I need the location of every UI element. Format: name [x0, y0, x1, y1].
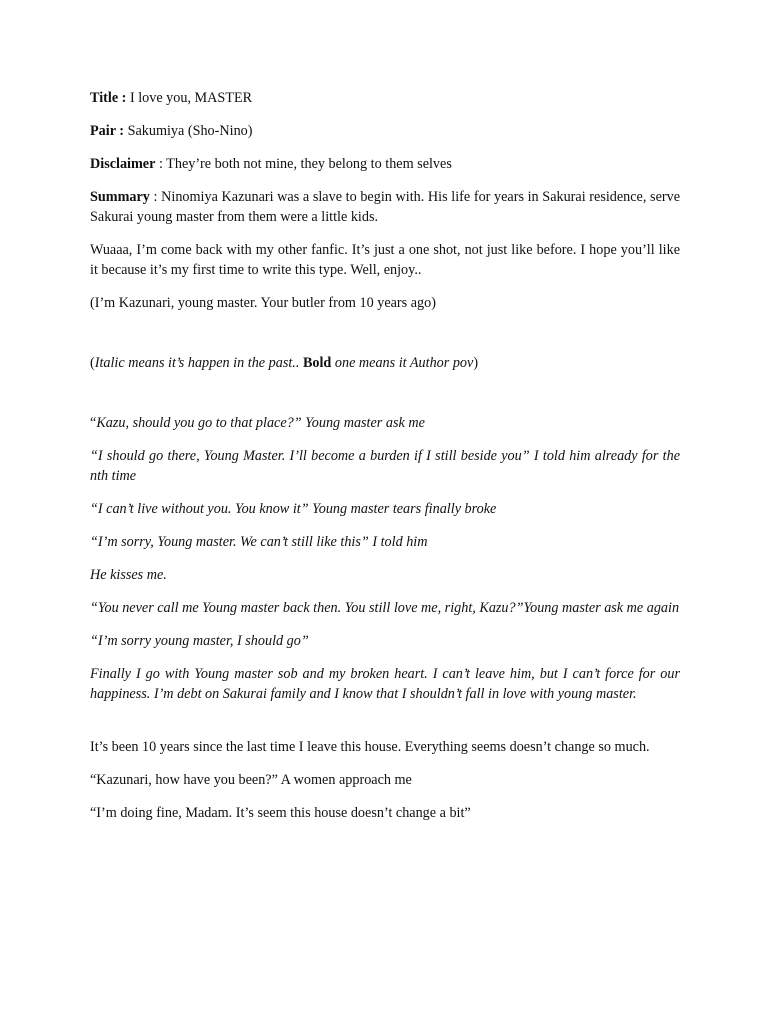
spacer [90, 326, 680, 353]
legend-italic-text: Italic means it’s happen in the past.. [94, 355, 300, 371]
pair-value: Sakumiya (Sho-Nino) [124, 123, 253, 139]
story-paragraph-3: “I’m doing fine, Madam. It’s seem this house doesn’t change a bit” [90, 805, 471, 821]
flashback-paragraph-5: He kisses me. [90, 567, 167, 583]
flashback-paragraph-2: “I should go there, Young Master. I’ll become a burden if I still beside you” I told him already for the nth time [90, 448, 680, 484]
title-line [90, 88, 680, 108]
title-value: I love you, MASTER [126, 90, 253, 106]
format-legend [90, 353, 680, 373]
legend-close-paren: ) [473, 355, 479, 371]
spacer [90, 386, 680, 413]
flashback-paragraph-1-text: Kazu, should you go to that place?” Young master ask me [96, 415, 425, 431]
legend-bold-word: Bold [302, 355, 332, 371]
legend-rest-text: one means it Author pov [331, 355, 474, 371]
flashback-paragraph-3: “I can’t live without you. You know it” Young master tears finally broke [90, 501, 497, 517]
flashback-paragraph-7: “I’m sorry young master, I should go” [90, 633, 309, 649]
flashback-paragraph-1 [90, 413, 680, 433]
flashback-paragraph-4: “I’m sorry, Young master. We can’t still like this” I told him [90, 534, 428, 550]
open-quote-mark: “ [90, 415, 97, 431]
disclaimer-label: Disclaimer [90, 156, 156, 172]
summary-value: : Ninomiya Kazunari was a slave to begin with. His life for years in Sakurai residence, serve Sakurai young master from them were a little kids. [90, 189, 680, 225]
author-note: Wuaaa, I’m come back with my other fanfic. It’s just a one shot, not just like before. I hope you’ll like it because it’s my first time to write this type. Well, enjoy.. [90, 242, 680, 278]
spacer [90, 717, 680, 737]
pair-label: Pair : [90, 123, 125, 139]
flashback-paragraph-6: “You never call me Young master back then. You still love me, right, Kazu?”Young master ask me again [90, 600, 680, 616]
disclaimer-value: : They’re both not mine, they belong to them selves [155, 156, 452, 172]
legend-open-paren: ( [90, 355, 95, 371]
story-paragraph-2: “Kazunari, how have you been?” A women approach me [90, 772, 412, 788]
flashback-paragraph-8: Finally I go with Young master sob and my broken heart. I can’t leave him, but I can’t force for our happiness. I’m debt on Sakurai family and I know that I shouldn’t fall in love with young master. [90, 666, 680, 702]
pair-line [90, 121, 680, 141]
title-label: Title : [90, 90, 127, 106]
summary-label: Summary [90, 189, 150, 205]
intro-quote: (I’m Kazunari, young master. Your butler from 10 years ago) [90, 295, 436, 311]
document-page [90, 88, 680, 836]
summary-line [90, 187, 680, 227]
story-paragraph-1: It’s been 10 years since the last time I leave this house. Everything seems doesn’t change so much. [90, 739, 650, 755]
disclaimer-line [90, 154, 680, 174]
